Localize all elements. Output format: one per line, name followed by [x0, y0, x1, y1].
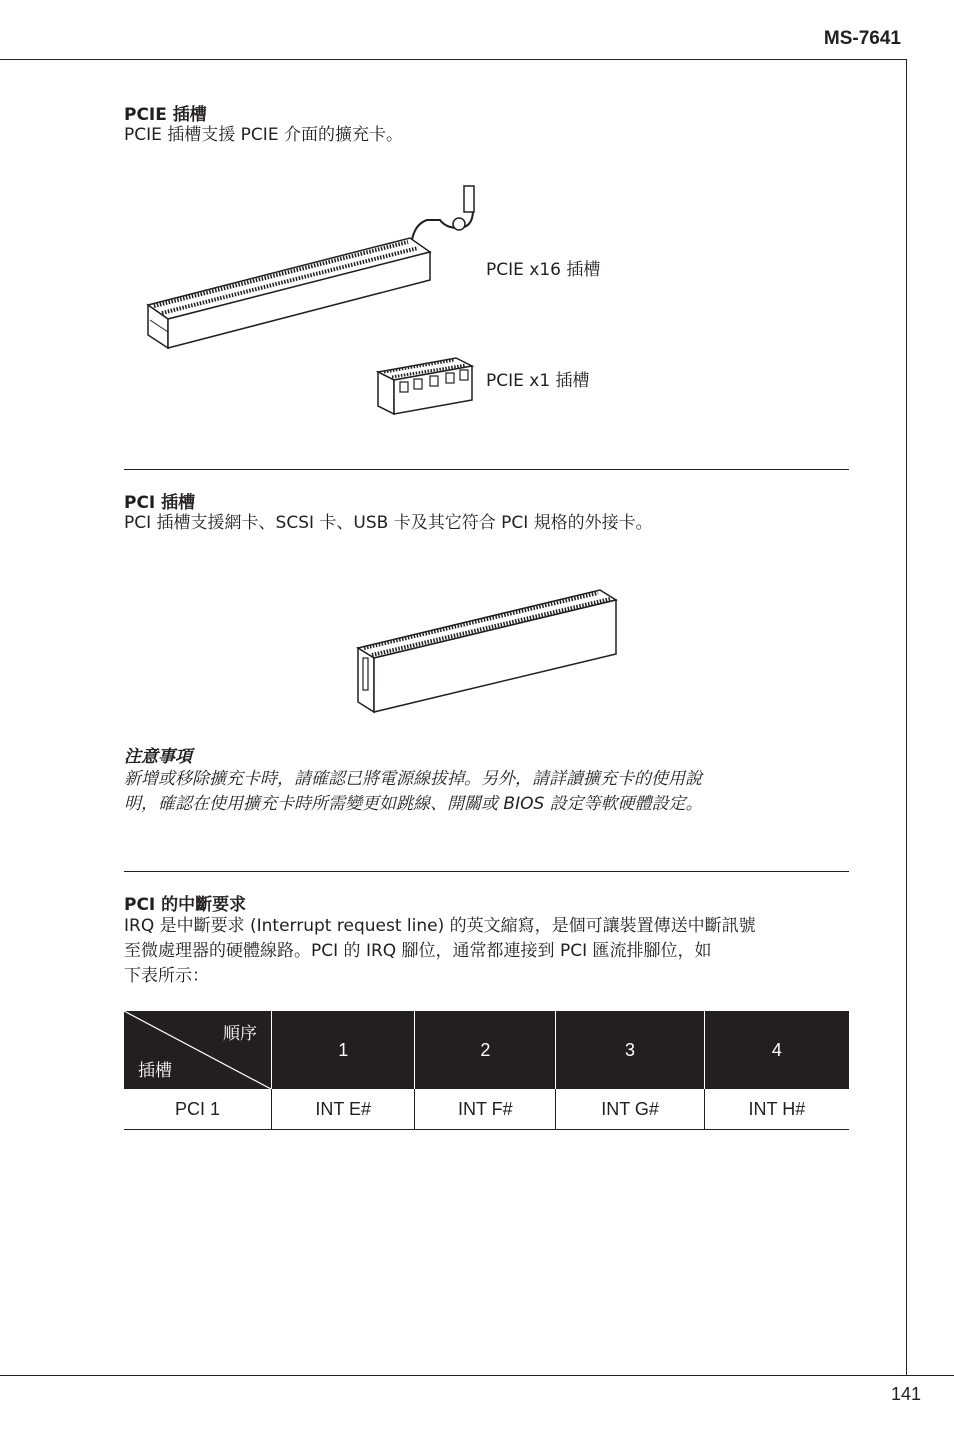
- cell-value: INT G#: [556, 1089, 704, 1130]
- irq-table-header-row: [124, 1011, 849, 1089]
- cell-value: INT F#: [415, 1089, 556, 1130]
- pci-heading: PCI 插槽: [124, 493, 196, 513]
- irq-line-1: IRQ 是中斷要求 (Interrupt request line) 的英文縮寫，是個可讓裝置傳送中斷訊號: [124, 916, 756, 936]
- notice-line-2: 明，確認在使用擴充卡時所需變更如跳線、開關或 BIOS 設定等軟硬體設定。: [124, 794, 703, 814]
- column-header-4: 4: [704, 1011, 849, 1089]
- irq-line-3: 下表所示：: [124, 966, 209, 986]
- divider-2: [124, 871, 849, 872]
- pcie-description: PCIE 插槽支援 PCIE 介面的擴充卡。: [124, 125, 403, 145]
- irq-table: [124, 1011, 849, 1130]
- column-header-1: 1: [272, 1011, 415, 1089]
- pcie-x1-label: PCIE x1 插槽: [486, 371, 590, 391]
- corner-label-slot: 插槽: [138, 1061, 172, 1081]
- pci-slot-illustration: [354, 586, 620, 716]
- frame-top-line: [0, 59, 906, 60]
- pci-description: PCI 插槽支援網卡、SCSI 卡、USB 卡及其它符合 PCI 規格的外接卡。: [124, 513, 653, 533]
- table-row: [124, 1089, 849, 1130]
- cell-value: INT E#: [272, 1089, 415, 1130]
- frame-right-line: [906, 59, 907, 1376]
- notice-line-1: 新增或移除擴充卡時，請確認已將電源線拔掉。另外，請詳讀擴充卡的使用說: [124, 769, 702, 789]
- pcie-x16-slot-illustration: [140, 180, 480, 355]
- cell-value: INT H#: [704, 1089, 849, 1130]
- frame-bottom-line: [0, 1375, 954, 1376]
- pcie-heading: PCIE 插槽: [124, 105, 207, 125]
- page-number: 141: [890, 1384, 921, 1404]
- irq-line-2: 至微處理器的硬體線路。PCI 的 IRQ 腳位，通常都連接到 PCI 匯流排腳位，如: [124, 941, 712, 961]
- divider-1: [124, 469, 849, 470]
- column-header-2: 2: [415, 1011, 556, 1089]
- column-header-3: 3: [556, 1011, 704, 1089]
- corner-label-order: 順序: [223, 1024, 257, 1044]
- irq-heading: PCI 的中斷要求: [124, 895, 247, 915]
- row-slot-label: PCI 1: [124, 1089, 272, 1130]
- notice-heading: 注意事項: [124, 747, 192, 767]
- irq-table-corner-cell: [124, 1011, 272, 1089]
- pcie-x16-label: PCIE x16 插槽: [486, 260, 601, 280]
- model-number: MS-7641: [823, 28, 901, 49]
- pcie-x1-slot-illustration: [376, 356, 476, 418]
